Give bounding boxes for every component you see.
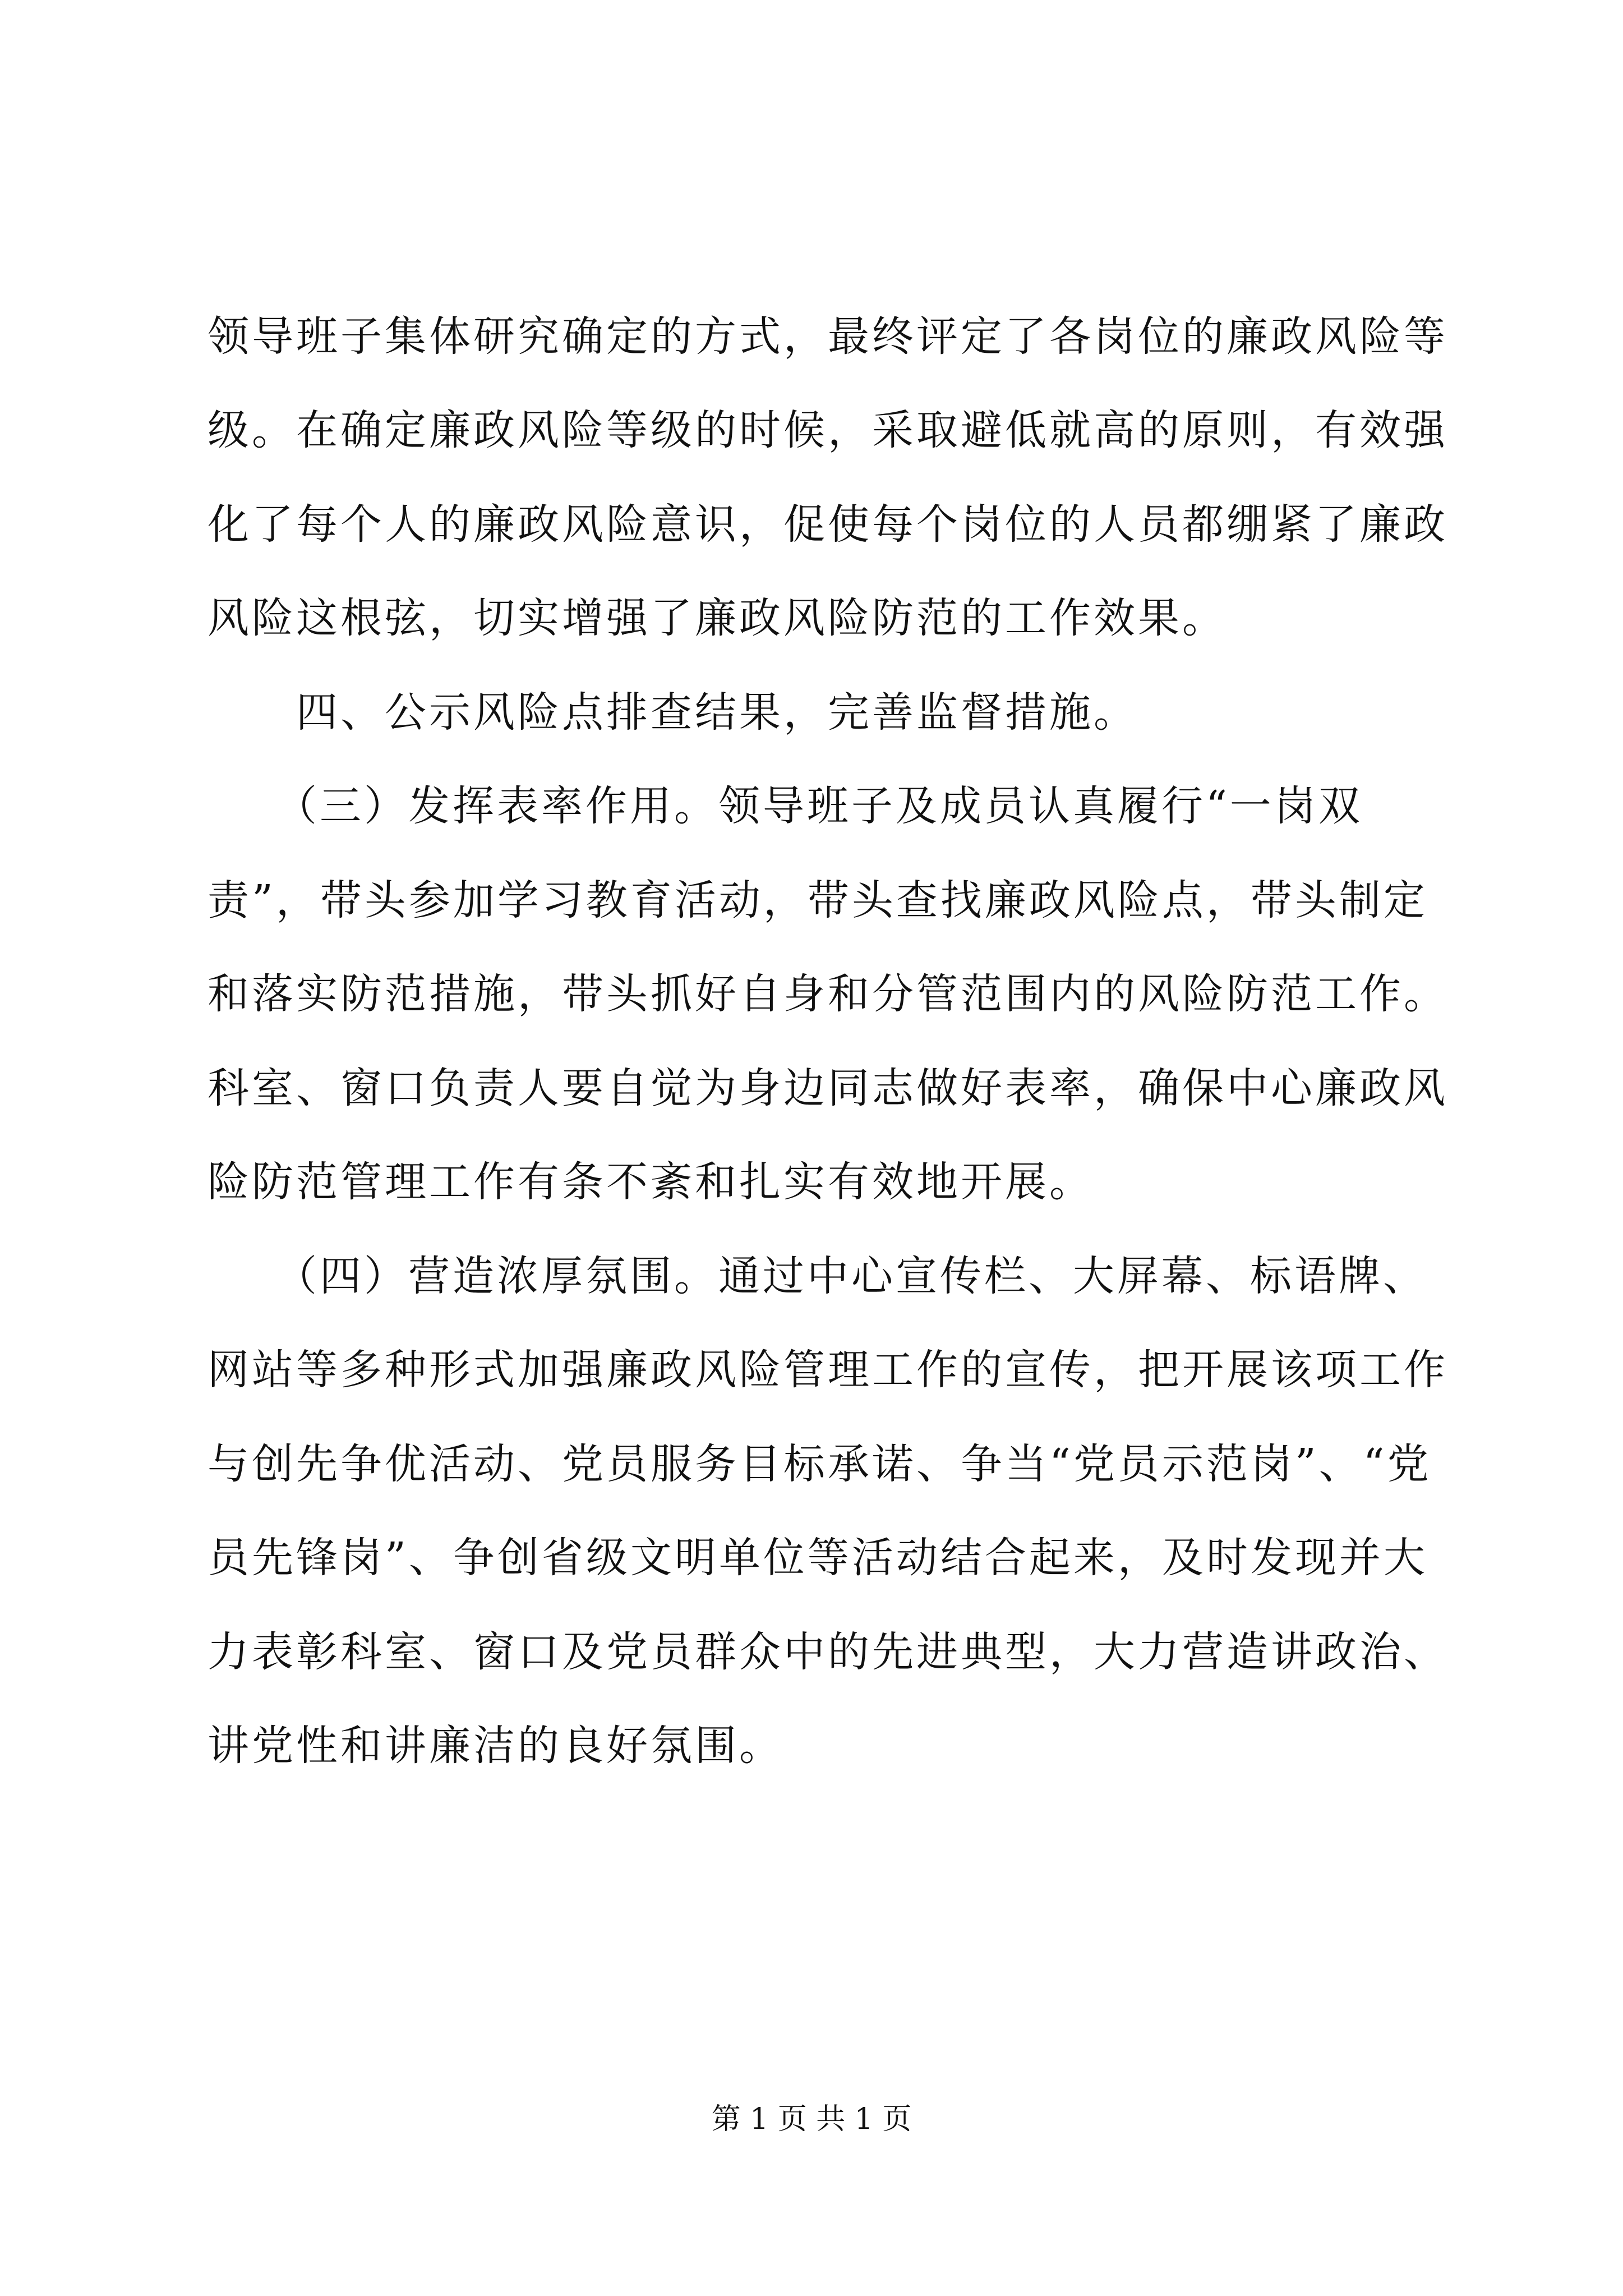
body-text-line: 力表彰科室、窗口及党员群众中的先进典型，大力营造讲政治、 [208, 1628, 1448, 1676]
page-number-footer: 第 1 页 共 1 页 [711, 2102, 912, 2136]
body-text-line: 与创先争优活动、党员服务目标承诺、争当“党员示范岗”、“党 [208, 1440, 1432, 1488]
body-text-line: 讲党性和讲廉洁的良好氛围。 [208, 1722, 783, 1770]
section-heading: 四、公示风险点排查结果，完善监督措施。 [208, 688, 1138, 737]
body-text-line: 和落实防范措施，带头抓好自身和分管范围内的风险防范工作。 [208, 970, 1448, 1018]
body-text-line: 科室、窗口负责人要自觉为身边同志做好表率，确保中心廉政风 [208, 1064, 1448, 1112]
body-text-line: 化了每个人的廉政风险意识，促使每个岗位的人员都绷紧了廉政 [208, 500, 1448, 549]
body-text-line: 员先锋岗”、争创省级文明单位等活动结合起来，及时发现并大 [208, 1534, 1428, 1582]
body-text-line: 责”，带头参加学习教育活动，带头查找廉政风险点，带头制定 [208, 876, 1428, 924]
body-text-line: 风险这根弦，切实增强了廉政风险防范的工作效果。 [208, 594, 1227, 642]
body-text-line: 领导班子集体研究确定的方式，最终评定了各岗位的廉政风险等 [208, 312, 1448, 361]
body-text-line: 级。在确定廉政风险等级的时候，采取避低就高的原则，有效强 [208, 406, 1448, 454]
body-text-line: （四）营造浓厚氛围。通过中心宣传栏、大屏幕、标语牌、 [208, 1252, 1427, 1300]
body-text-line: （三）发挥表率作用。领导班子及成员认真履行“一岗双 [208, 782, 1363, 830]
body-text-line: 网站等多种形式加强廉政风险管理工作的宣传，把开展该项工作 [208, 1346, 1448, 1394]
body-text-line: 险防范管理工作有条不紊和扎实有效地开展。 [208, 1158, 1094, 1206]
